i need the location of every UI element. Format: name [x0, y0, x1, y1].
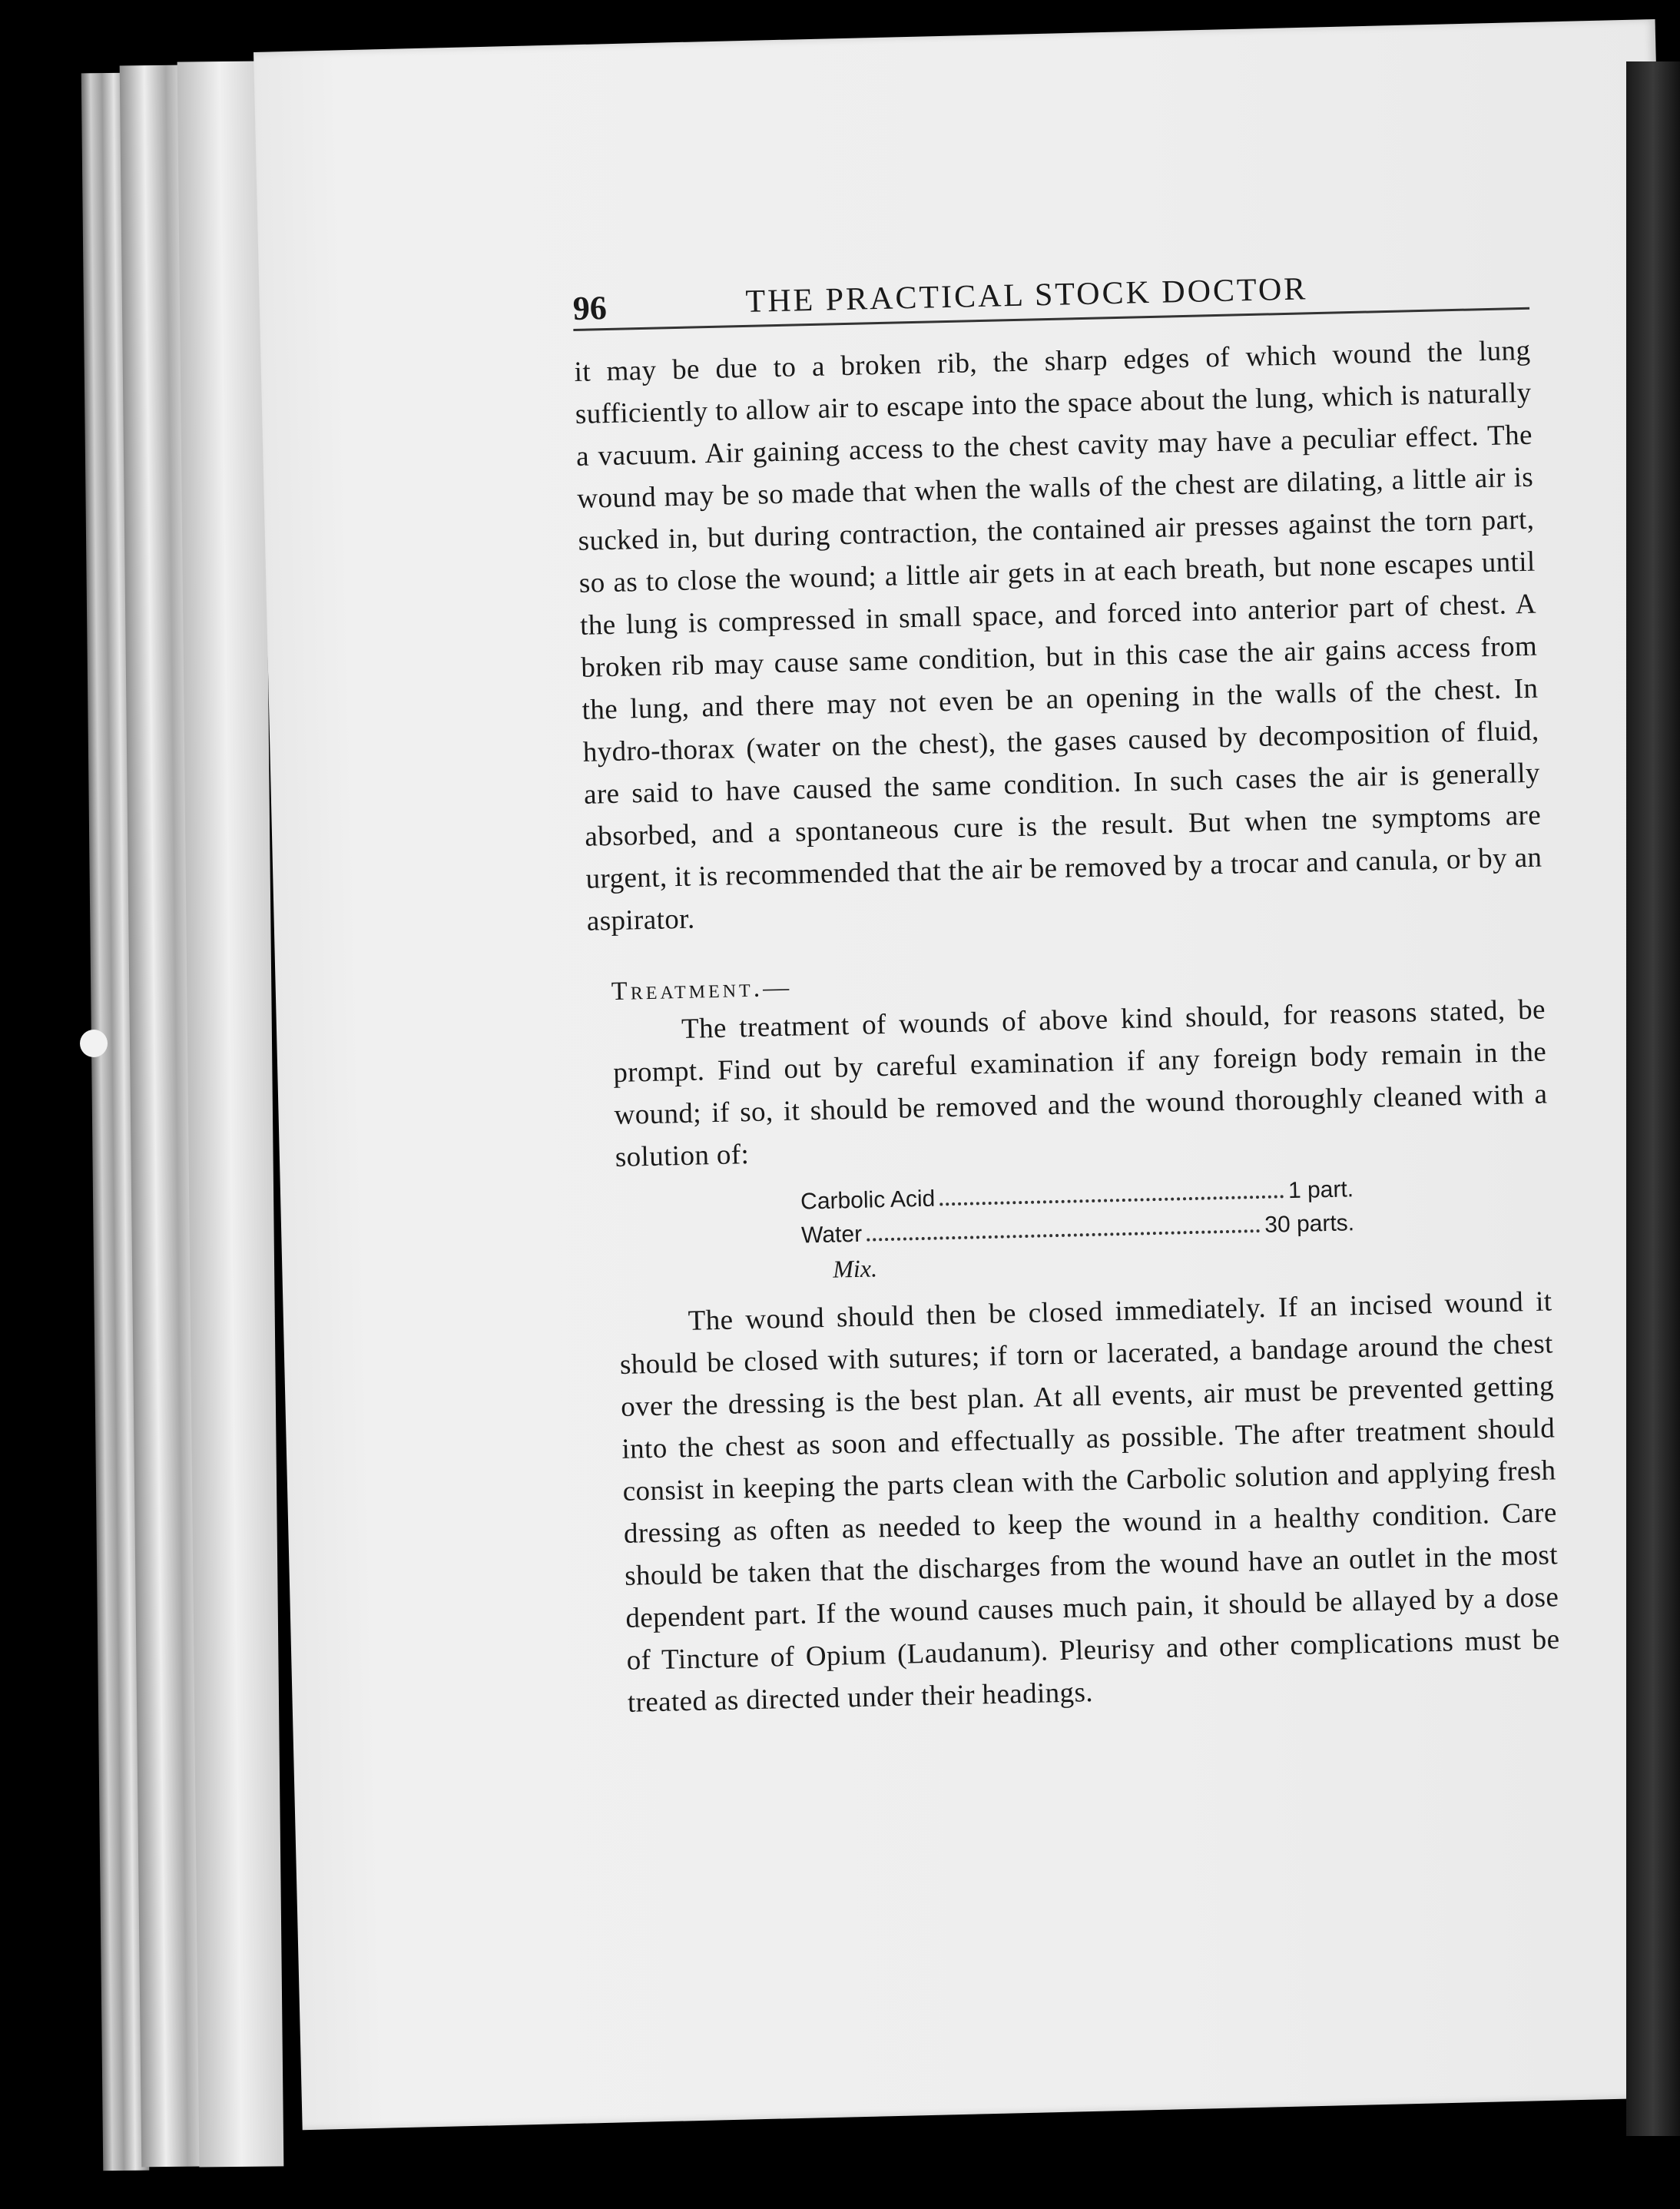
body-paragraph-3: The wound should then be closed immediately. If an incised wound it should be closed with sutures; if torn or lacerated, a bandage around the chest over the dressing is the best plan. At all events, air must be prevented getting into the chest as soon and effectually as possible. The after treatment should consist in keeping the parts clean with the Carbolic solution and applying fresh dressing as often as needed to keep the wound in a healthy condition. Care should be taken that the discharges from the wound have an outlet in the most dependent part. If the wound causes much pain, it should be allayed by a dose of Tincture of Opium (Laudanum). Pleurisy and other complications must be treated as directed under their headings. [619, 1285, 1560, 1719]
dot-leader [867, 1229, 1260, 1242]
formula-amount: 30 parts. [1264, 1210, 1355, 1238]
page-number: 96 [572, 288, 608, 327]
formula-ingredient: Water [800, 1221, 863, 1249]
scan-artifact [80, 1030, 108, 1057]
section-heading: Treatment.— [611, 973, 793, 1007]
formula-amount: 1 part. [1287, 1176, 1354, 1204]
formula-list [800, 1172, 1356, 1286]
formula-instruction: Mix. [832, 1254, 878, 1283]
body-paragraph-1: it may be due to a broken rib, the sharp edges of which wound the lung sufficiently to allow air to escape into the space about the lung, which is naturally a vacuum. Air gaining access to the chest cavity may have a peculiar effect. The wound may be so made that when the walls of the chest are dilating, a little air is sucked in, but during contraction, the contained air presses against the torn part, so as to close the wound; a little air gets in at each breath, but none escapes until the lung is compressed in small space, and forced into anterior part of chest. A broken rib may cause same condition, but in this case the air gains access from the lung, and there may not even be an opening in the walls of the chest. In hydro-thorax (water on the chest), the gases caused by decomposition of fluid, are said to have caused the same condition. In such cases the air is generally absorbed, and a spontaneous cure is the result. But when tne symptoms are urgent, it is recommended that the air be removed by a trocar and canula, or by an aspirator. [574, 334, 1542, 937]
running-title: THE PRACTICAL STOCK DOCTOR [745, 271, 1308, 320]
book-cover-edge [1626, 61, 1680, 2136]
body-paragraph-2: The treatment of wounds of above kind should, for reasons stated, be prompt. Find out by careful examination if any foreign body remain in the wound; if so, it should be removed and the wound thoroughly cleaned with a solution of: [612, 993, 1548, 1174]
formula-ingredient: Carbolic Acid [800, 1186, 936, 1215]
page-content [572, 261, 1561, 1725]
dot-leader [939, 1195, 1284, 1206]
